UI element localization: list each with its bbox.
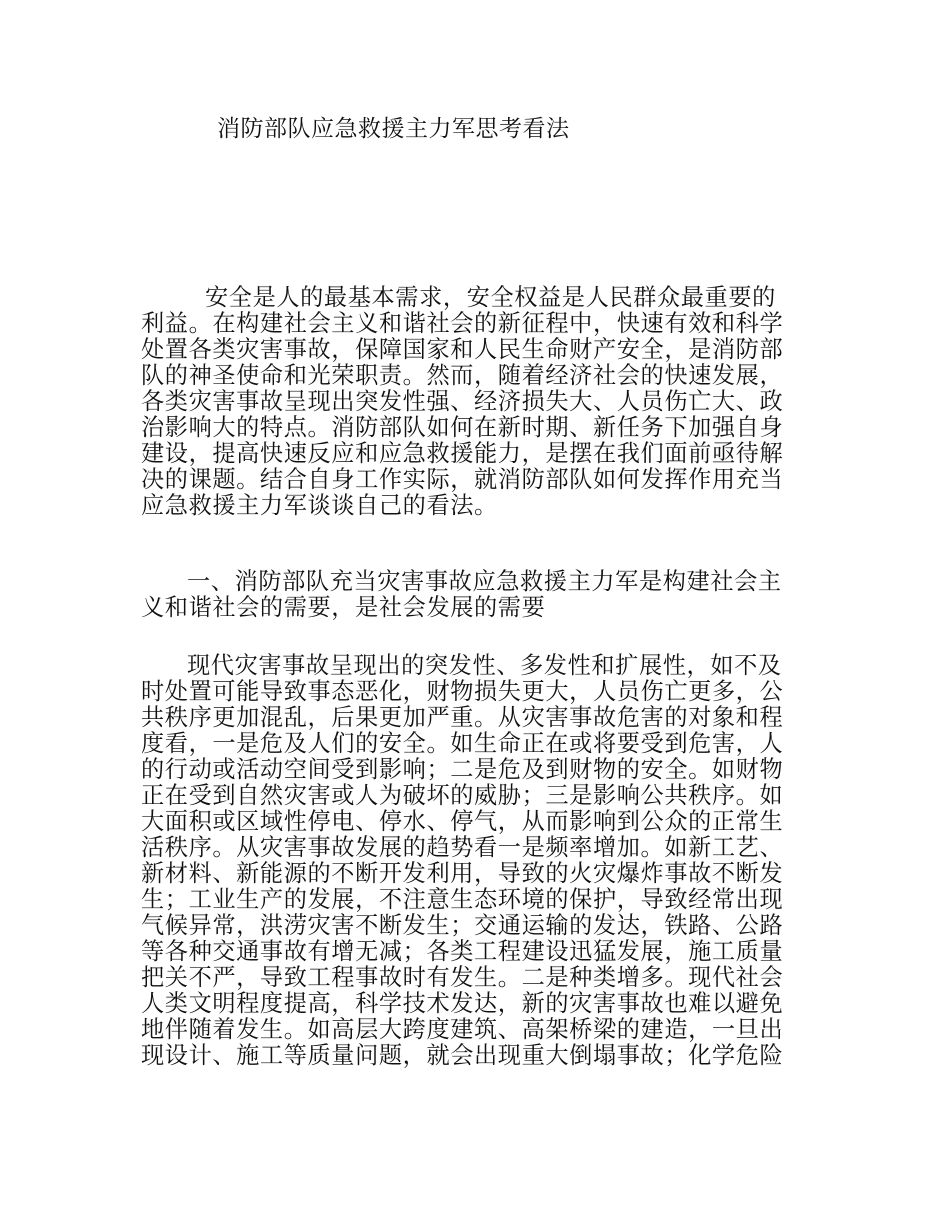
text-line: 应急救援主力军谈谈自己的看法。 <box>141 492 498 519</box>
document-title: 消防部队应急救援主力军思考看法 <box>217 116 570 142</box>
text-line: 决的课题。结合自身工作实际，就消防部队如何发挥作用充当 <box>141 466 784 493</box>
text-line: 现代灾害事故呈现出的突发性、多发性和扩展性，如不及 <box>187 652 782 679</box>
text-line: 处置各类灾害事故，保障国家和人民生命财产安全，是消防部 <box>141 336 784 363</box>
text-line: 活秩序。从灾害事故发展的趋势看一是频率增加。如新工艺、 <box>141 834 784 861</box>
text-line: 大面积或区域性停电、停水、停气，从而影响到公众的正常生 <box>141 808 784 835</box>
text-line: 时处置可能导致事态恶化，财物损失更大，人员伤亡更多，公 <box>141 678 784 705</box>
text-line: 度看，一是危及人们的安全。如生命正在或将要受到危害，人 <box>141 730 784 757</box>
text-line: 新材料、新能源的不断开发利用，导致的火灾爆炸事故不断发 <box>141 860 784 887</box>
text-line: 地伴随着发生。如高层大跨度建筑、高架桥梁的建造，一旦出 <box>141 1016 784 1043</box>
text-line: 生；工业生产的发展，不注意生态环境的保护，导致经常出现 <box>141 886 784 913</box>
section-heading-1 <box>141 569 821 621</box>
text-line: 把关不严，导致工程事故时有发生。二是种类增多。现代社会 <box>141 964 784 991</box>
text-line: 义和谐社会的需要，是社会发展的需要 <box>141 594 546 621</box>
text-line: 等各种交通事故有增无减；各类工程建设迅猛发展，施工质量 <box>141 938 784 965</box>
text-line: 各类灾害事故呈现出突发性强、经济损失大、人员伤亡大、政 <box>141 388 784 415</box>
text-line: 气候异常，洪涝灾害不断发生；交通运输的发达，铁路、公路 <box>141 912 784 939</box>
text-line: 安全是人的最基本需求，安全权益是人民群众最重要的 <box>205 284 776 311</box>
text-line: 一、消防部队充当灾害事故应急救援主力军是构建社会主 <box>187 568 782 595</box>
text-line: 正在受到自然灾害或人为破坏的威胁；三是影响公共秩序。如 <box>141 782 784 809</box>
text-line: 利益。在构建社会主义和谐社会的新征程中，快速有效和科学 <box>141 310 784 337</box>
text-line: 现设计、施工等质量问题，就会出现重大倒塌事故；化学危险 <box>141 1042 784 1069</box>
body-paragraph <box>141 653 821 1069</box>
text-line: 共秩序更加混乱，后果更加严重。从灾害事故危害的对象和程 <box>141 704 784 731</box>
text-line: 治影响大的特点。消防部队如何在新时期、新任务下加强自身 <box>141 414 784 441</box>
text-line: 队的神圣使命和光荣职责。然而，随着经济社会的快速发展， <box>141 362 784 389</box>
text-line: 的行动或活动空间受到影响；二是危及到财物的安全。如财物 <box>141 756 784 783</box>
text-line: 建设，提高快速反应和应急救援能力，是摆在我们面前亟待解 <box>141 440 784 467</box>
intro-paragraph <box>141 285 821 519</box>
text-line: 人类文明程度提高，科学技术发达，新的灾害事故也难以避免 <box>141 990 784 1017</box>
